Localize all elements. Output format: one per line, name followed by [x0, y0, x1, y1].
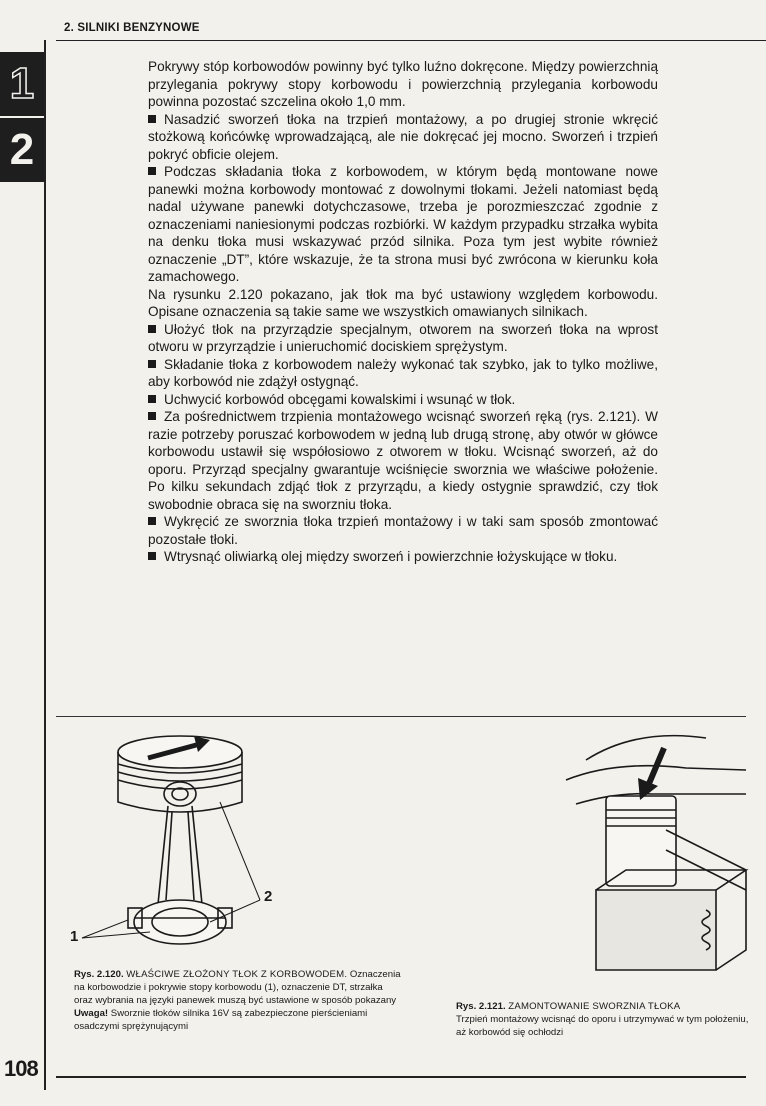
figure-caption-2-120 — [74, 968, 404, 1033]
pin-press-illustration — [556, 720, 756, 980]
margin-rule — [44, 40, 46, 1090]
page-number: 108 — [4, 1056, 38, 1081]
paragraph: Uchwycić korbowód obcęgami kowalskimi i wsunąć w tłok. — [148, 391, 658, 409]
caption-title: WŁAŚCIWE ZŁOŻONY TŁOK Z KORBOWODEM. — [126, 969, 348, 980]
paragraph: Podczas składania tłoka z korbowodem, w którym będą montowane nowe panewki można korbowody montować z dowolnymi tłokami. Jeżeli natomiast będą nadal używane panewki dotychczasowe, trzeba je porozmieszczać zgodnie z oznaczeniami naniesionymi podczas rozbiórki. W każdym przypadku strzałka wybita na denku tłoka musi wskazywać przód silnika. Poza tym jest wybite również oznaczenie „DT”, które wskazuje, że ta strona musi być zwrócona w kierunku koła zamachowego. — [148, 164, 658, 284]
piston-rod-illustration — [60, 722, 300, 952]
paragraph: Za pośrednictwem trzpienia montażowego wcisnąć sworzeń ręką (rys. 2.121). W razie potrzeby poruszać korbowodem w jedną lub drugą stronę, aby otwór w główce korbowodu ustawił się współosiowo z otworem w tłoku. Wcisnąć sworzeń, aż do oporu. Przyrząd specjalny gwarantuje wciśnięcie sworznia we właściwe położenie. Po kilku sekundach zdjąć tłok z przyrządu, a kiedy ostygnie sprawdzić, czy tłok swobodnie obraca się na sworzniu tłoka. — [148, 409, 658, 512]
section-title: 2. SILNIKI BENZYNOWE — [64, 22, 200, 34]
caption-warning-text: Sworznie tłoków silnika 16V są zabezpieczone pierścieniami osadczymi sprężynującymi — [74, 1008, 368, 1032]
figure-caption-2-121 — [456, 1000, 756, 1039]
paragraph: Składanie tłoka z korbowodem należy wykonać tak szybko, jak to tylko możliwe, aby korbowód nie zdążył ostygnąć. — [148, 356, 658, 389]
bullet-icon — [148, 552, 156, 560]
bullet-icon — [148, 115, 156, 123]
caption-text: Trzpień montażowy wcisnąć do oporu i utrzymywać w tym położeniu, aż korbowód się ochłodzi — [456, 1014, 749, 1038]
paragraph: Wtrysnąć oliwiarką olej między sworzeń i powierzchnie łożyskujące w tłoku. — [148, 548, 658, 566]
chapter-tab-2: 2 — [0, 118, 44, 182]
chapter-tab-1: 1 — [0, 52, 44, 116]
caption-text: Oznaczenia na korbowodzie i pokrywie stopy korbowodu (1), oznaczenie DT, strzałka oraz wybrania na języki panewek muszą być ustawione w sposób pokazany — [74, 969, 401, 1006]
caption-number: Rys. 2.121. — [456, 1001, 506, 1012]
paragraph: Nasadzić sworzeń tłoka na trzpień montażowy, a po drugiej stronie wkręcić stożkową końcówkę wprowadzającą, ale nie dokręcać jej mocno. Sworzeń i trzpień pokryć obficie olejem. — [148, 111, 658, 162]
caption-title: ZAMONTOWANIE SWORZNIA TŁOKA — [508, 1001, 681, 1012]
body-text — [148, 58, 658, 566]
footer-rule — [56, 1076, 746, 1078]
caption-number: Rys. 2.120. — [74, 969, 124, 980]
bullet-icon — [148, 167, 156, 175]
bullet-icon — [148, 412, 156, 420]
label-1: 1 — [70, 928, 79, 945]
caption-warning-label: Uwaga! — [74, 1008, 109, 1019]
paragraph: Wykręcić ze sworznia tłoka trzpień montażowy i w taki sam sposób zmontować pozostałe tłoki. — [148, 514, 658, 547]
bullet-icon — [148, 517, 156, 525]
bullet-icon — [148, 325, 156, 333]
paragraph: Na rysunku 2.120 pokazano, jak tłok ma być ustawiony względem korbowodu. Opisane oznaczenia są takie same we wszystkich omawianych silnikach. — [148, 286, 658, 319]
figure-rule — [56, 716, 746, 717]
bullet-icon — [148, 395, 156, 403]
paragraph: Pokrywy stóp korbowodów powinny być tylko luźno dokręcone. Między powierzchnią przylegania pokrywy stopy korbowodu i powierzchnią przylegania korbowodu powinna pozostać szczelina około 1,0 mm. — [148, 59, 658, 109]
label-2: 2 — [264, 888, 273, 905]
bullet-icon — [148, 360, 156, 368]
paragraph: Ułożyć tłok na przyrządzie specjalnym, otworem na sworzeń tłoka na wprost otworu w przyrządzie i unieruchomić dociskiem sprężystym. — [148, 321, 658, 354]
